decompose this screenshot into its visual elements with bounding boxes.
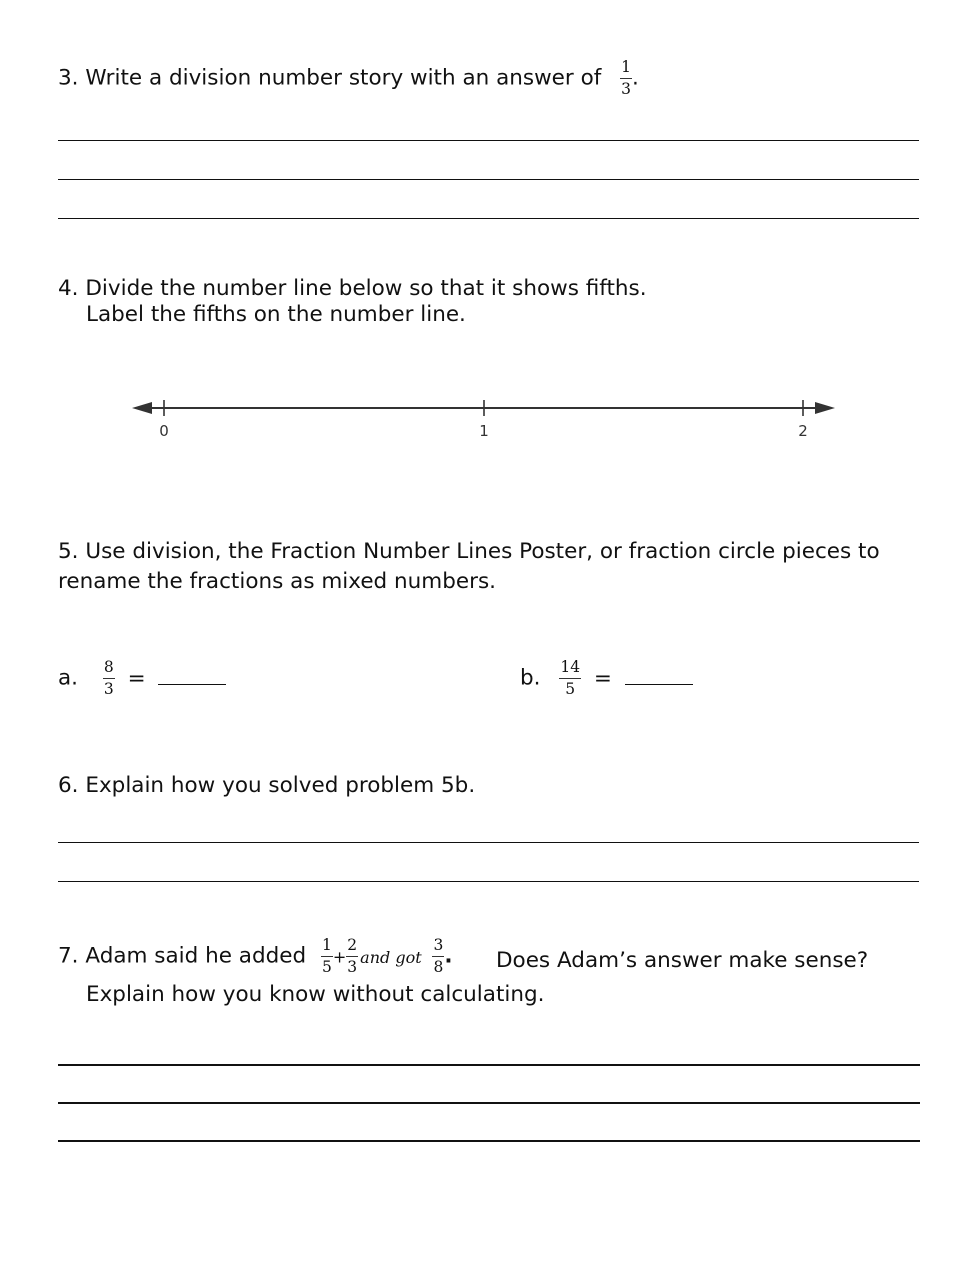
question-3 <box>58 60 639 97</box>
q7-answer-line-3[interactable] <box>58 1140 920 1142</box>
q7-answer-line-2[interactable] <box>58 1102 920 1104</box>
q7-f3-num: 3 <box>432 938 444 957</box>
q6-answer-line-2[interactable] <box>58 881 919 882</box>
q5b-answer-blank[interactable] <box>625 667 693 685</box>
q3-fraction <box>620 60 632 97</box>
q7-fraction-3 <box>432 938 444 975</box>
q7-text: Adam said he added <box>85 943 307 969</box>
q6-answer-line-1[interactable] <box>58 842 919 843</box>
q7-number: 7. <box>58 943 79 969</box>
question-5 <box>58 539 880 564</box>
q7-and-got: and got <box>360 947 422 967</box>
q5-number: 5. <box>58 539 79 564</box>
q5a-equals: = <box>127 665 146 691</box>
tick-label-2: 2 <box>798 422 808 440</box>
tick-label-1: 1 <box>479 422 489 440</box>
q3-frac-den: 3 <box>621 79 632 98</box>
q5b-equals: = <box>593 665 612 691</box>
right-arrow-icon <box>815 402 835 414</box>
q6-number: 6. <box>58 773 79 798</box>
q4-line1: Divide the number line below so that it shows fifths. <box>85 276 647 301</box>
q5b-den: 5 <box>565 679 576 698</box>
q5a-num: 8 <box>103 660 115 679</box>
q5b <box>520 660 693 697</box>
question-6 <box>58 773 475 798</box>
q5a-fraction <box>103 660 115 697</box>
q7-f2-num: 2 <box>346 938 358 957</box>
q5b-fraction <box>559 660 581 697</box>
q6-text: Explain how you solved problem 5b. <box>85 773 476 798</box>
left-arrow-icon <box>132 402 152 414</box>
q5b-num: 14 <box>559 660 581 679</box>
q3-frac-num: 1 <box>620 60 632 79</box>
q3-number: 3. <box>58 65 79 91</box>
q4-number: 4. <box>58 276 79 301</box>
q3-answer-line-1[interactable] <box>58 140 919 141</box>
q7-f2-den: 3 <box>347 957 358 976</box>
q5-line2: rename the fractions as mixed numbers. <box>58 569 496 594</box>
q3-end: . <box>632 65 639 91</box>
q7-question: Does Adam’s answer make sense? <box>496 948 869 973</box>
q5a-label: a. <box>58 665 79 691</box>
q7-f1-den: 5 <box>322 957 332 976</box>
q7-f3-den: 8 <box>433 957 444 976</box>
q3-answer-line-2[interactable] <box>58 179 919 180</box>
number-line[interactable] <box>120 390 850 450</box>
q7-line2: Explain how you know without calculating. <box>86 982 545 1007</box>
q7-plus: + <box>332 947 347 967</box>
q5-line1: Use division, the Fraction Number Lines Poster, or fraction circle pieces to <box>85 539 880 564</box>
q5a <box>58 660 226 697</box>
tick-label-0: 0 <box>159 422 169 440</box>
q3-text: Write a division number story with an answer of <box>85 65 602 91</box>
q7-f1-num: 1 <box>321 938 333 957</box>
q5b-label: b. <box>520 665 541 691</box>
q7-answer-line-1[interactable] <box>58 1064 920 1066</box>
question-4 <box>58 276 647 301</box>
q5a-den: 3 <box>103 679 114 698</box>
q4-line2: Label the fifths on the number line. <box>86 302 466 327</box>
q3-answer-line-3[interactable] <box>58 218 919 219</box>
q7-fraction-1 <box>321 938 333 975</box>
q5a-answer-blank[interactable] <box>158 667 226 685</box>
q7-fraction-2 <box>346 938 358 975</box>
q7-end: . <box>444 943 453 969</box>
question-7 <box>58 938 453 975</box>
